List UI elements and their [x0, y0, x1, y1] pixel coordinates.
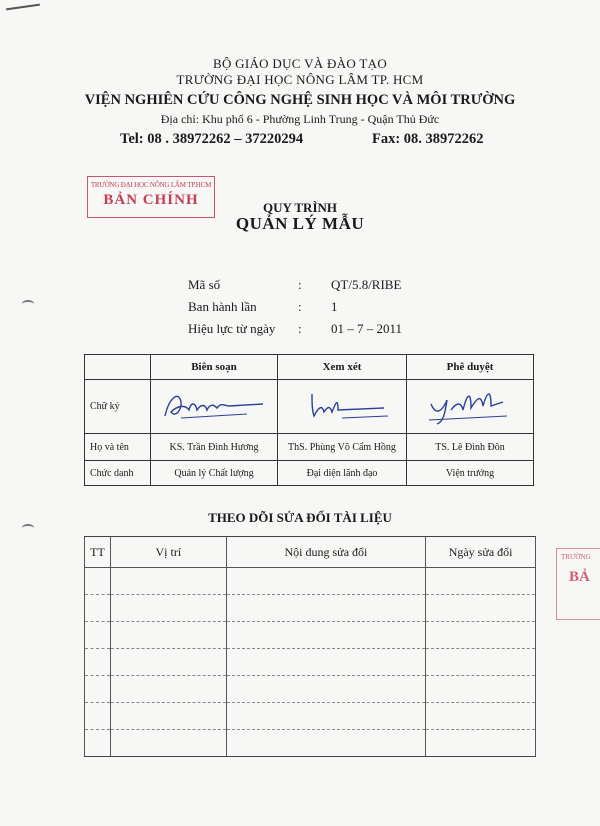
tracking-cell [426, 649, 536, 676]
position-row-label: Chức danh [85, 461, 151, 486]
approval-header-approved: Phê duyệt [407, 355, 534, 380]
tracking-cell [110, 676, 226, 703]
revision-tracking-table [84, 536, 536, 757]
tracking-row [85, 730, 536, 757]
tracking-cell [226, 703, 426, 730]
tracking-row [85, 649, 536, 676]
partial-stamp-top-text: TRƯỜNG [561, 553, 591, 561]
info-colon: : [298, 321, 302, 336]
tracking-cell [85, 703, 111, 730]
partial-stamp-main-text: BẢ [569, 569, 590, 585]
signature-row-label: Chữ ký [85, 380, 151, 434]
name-approver: TS. Lê Đình Đôn [407, 434, 534, 461]
tracking-title: THEO DÕI SỬA ĐỔI TÀI LIỆU [208, 510, 392, 525]
info-label: Hiệu lực từ ngày [188, 321, 276, 336]
tracking-header-date: Ngày sửa đổi [426, 537, 536, 568]
tracking-cell [85, 622, 111, 649]
tracking-cell [426, 622, 536, 649]
tracking-body [85, 568, 536, 757]
scan-mark [6, 4, 40, 11]
name-compiler: KS. Trần Đình Hương [151, 434, 278, 461]
position-compiler: Quản lý Chất lượng [151, 461, 278, 486]
tracking-row [85, 595, 536, 622]
tracking-cell [85, 676, 111, 703]
tracking-cell [110, 649, 226, 676]
document-title: QUẢN LÝ MẪU [235, 214, 365, 233]
stamp-top-text: TRƯỜNG ĐẠI HỌC NÔNG LÂM TP.HCM [90, 181, 212, 189]
tracking-cell [226, 595, 426, 622]
tracking-cell [85, 568, 111, 595]
tracking-cell [85, 649, 111, 676]
position-reviewer: Đại diện lãnh đạo [278, 461, 407, 486]
tracking-cell [226, 568, 426, 595]
fax-line: Fax: 08. 38972262 [372, 131, 484, 147]
tracking-cell [226, 676, 426, 703]
signature-approver [407, 380, 534, 434]
ministry-line: BỘ GIÁO DỤC VÀ ĐÀO TẠO [212, 56, 388, 71]
name-row-label: Họ và tên [85, 434, 151, 461]
institute-line: VIỆN NGHIÊN CỨU CÔNG NGHỆ SINH HỌC VÀ MÔI TRƯỜNG [84, 92, 516, 108]
tracking-cell [426, 676, 536, 703]
tracking-row [85, 568, 536, 595]
punch-hole-mark [22, 300, 34, 308]
approval-table [84, 354, 534, 486]
signature-reviewer [278, 380, 407, 434]
signature-compiler [151, 380, 278, 434]
tracking-row [85, 622, 536, 649]
tracking-cell [110, 595, 226, 622]
info-colon: : [298, 277, 302, 292]
tracking-cell [110, 703, 226, 730]
info-value: 01 – 7 – 2011 [331, 321, 403, 336]
tracking-cell [426, 703, 536, 730]
tracking-header-location: Vị trí [110, 537, 226, 568]
approval-header-reviewed: Xem xét [278, 355, 407, 380]
tracking-cell [110, 622, 226, 649]
tracking-row [85, 703, 536, 730]
tracking-cell [226, 649, 426, 676]
info-value: 1 [331, 299, 338, 314]
approval-header-compiled: Biên soạn [151, 355, 278, 380]
position-approver: Viện trưởng [407, 461, 534, 486]
tracking-cell [110, 730, 226, 757]
approval-header-empty [85, 355, 151, 380]
tracking-cell [85, 730, 111, 757]
name-reviewer: ThS. Phùng Võ Cẩm Hồng [278, 434, 407, 461]
tracking-cell [426, 595, 536, 622]
address-line: Địa chỉ: Khu phố 6 - Phường Linh Trung - Quận Thủ Đức [160, 112, 440, 126]
stamp-main-text: BẢN CHÍNH [103, 192, 199, 208]
tel-line: Tel: 08 . 38972262 – 37220294 [120, 131, 304, 147]
tracking-row [85, 676, 536, 703]
tracking-cell [226, 622, 426, 649]
document-type: QUY TRÌNH [262, 200, 338, 215]
tracking-header-content: Nội dung sửa đổi [226, 537, 426, 568]
tracking-header-no: TT [85, 537, 111, 568]
tracking-cell [110, 568, 226, 595]
university-line: TRƯỜNG ĐẠI HỌC NÔNG LÂM TP. HCM [176, 72, 424, 87]
info-label: Mã số [188, 277, 221, 292]
tracking-cell [85, 595, 111, 622]
tracking-cell [426, 568, 536, 595]
info-value: QT/5.8/RIBE [331, 277, 402, 292]
tracking-cell [226, 730, 426, 757]
info-label: Ban hành lần [188, 299, 257, 314]
partial-stamp [556, 548, 600, 620]
tracking-cell [426, 730, 536, 757]
info-colon: : [298, 299, 302, 314]
